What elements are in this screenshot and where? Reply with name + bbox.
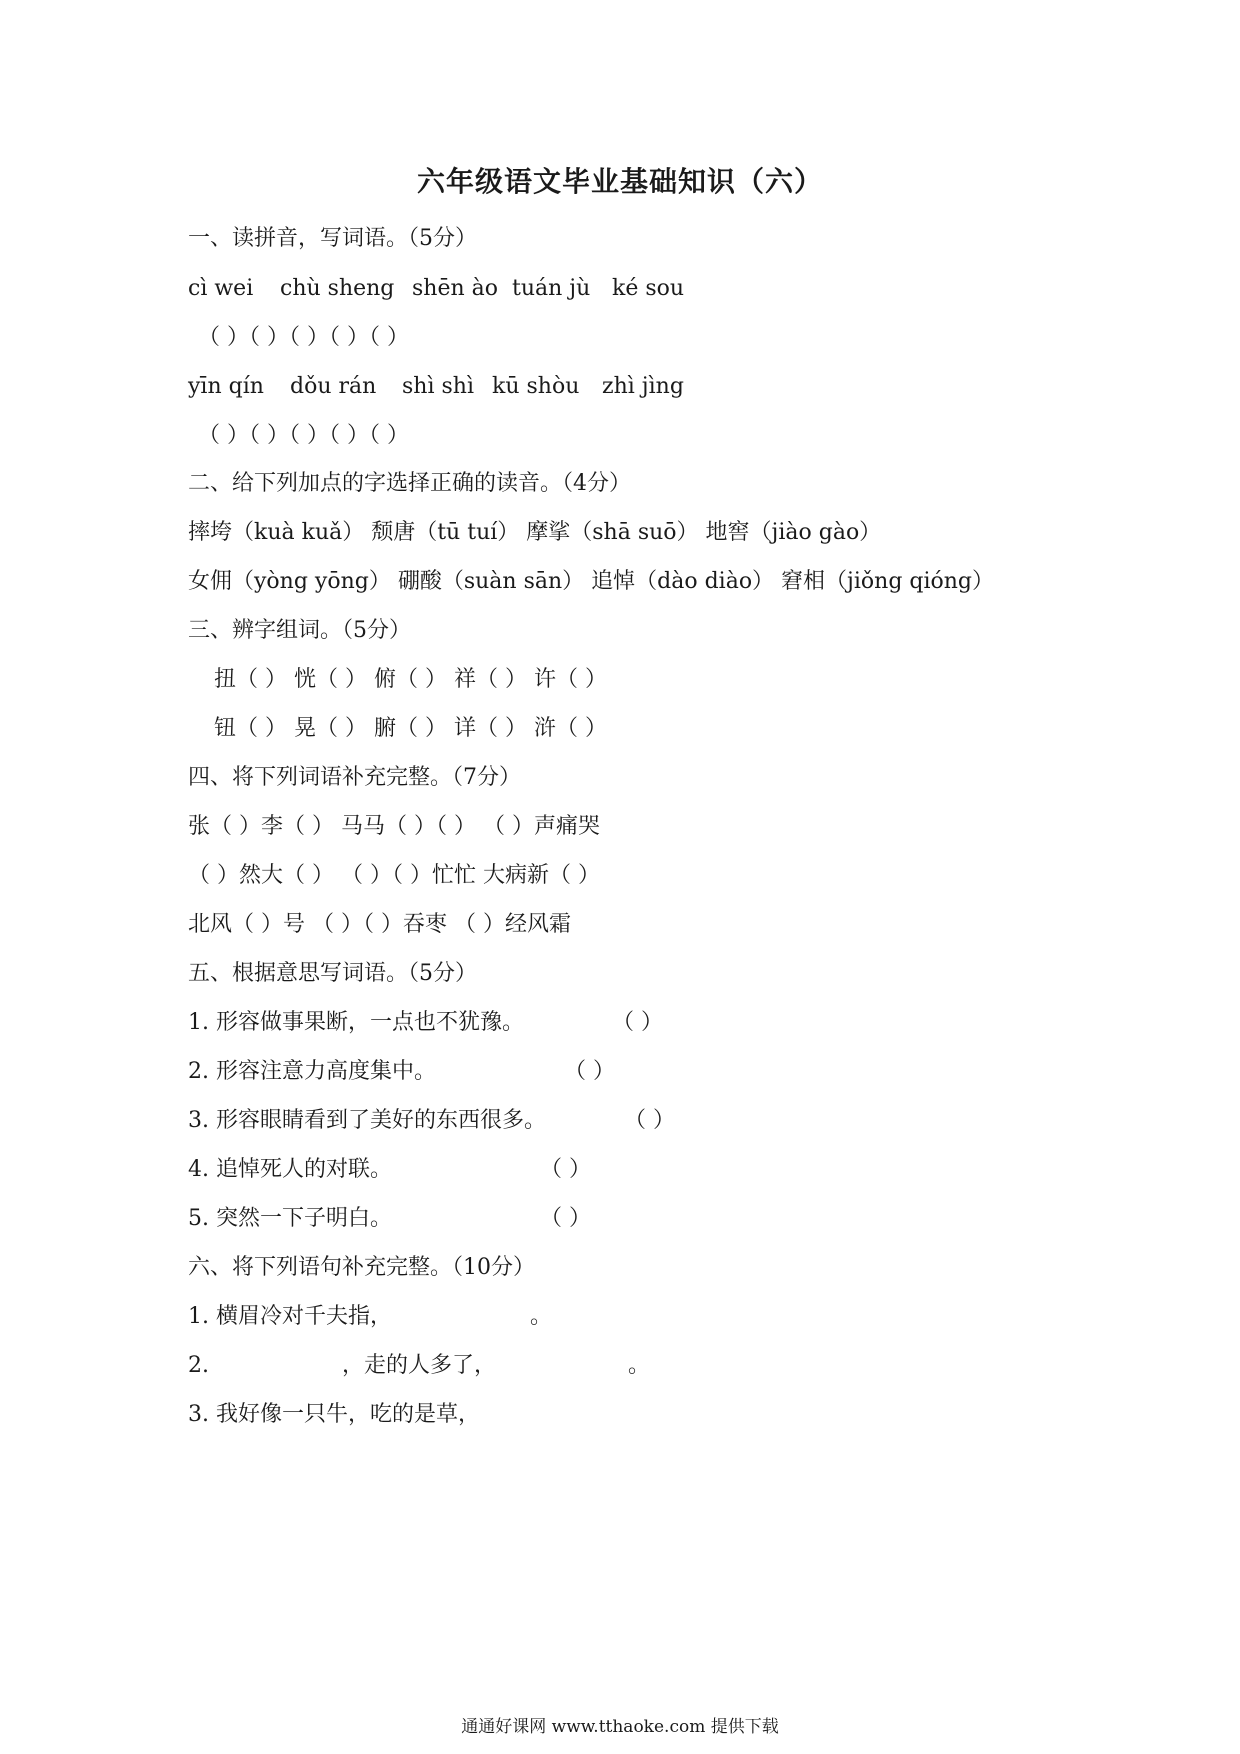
pinyin-item: shì shì xyxy=(402,374,474,399)
pinyin-item: kū shòu xyxy=(492,374,580,399)
section5-item: 2. 形容注意力高度集中。 xyxy=(188,1059,436,1084)
section6-line-3: 3. 我好像一只牛，吃的是草， xyxy=(188,1402,480,1427)
section5-item: 1. 形容做事果断，一点也不犹豫。 xyxy=(188,1010,524,1035)
section2-heading: 二、给下列加点的字选择正确的读音。（4分） xyxy=(188,471,631,496)
section5-answer-paren: （ ） xyxy=(540,1206,591,1231)
section6-line-1: 1. 横眉冷对千夫指， xyxy=(188,1304,392,1329)
section5-answer-paren: （ ） xyxy=(612,1010,663,1035)
section2-row-2: 女佣（yòng yōng） 硼酸（suàn sān） 追悼（dào diào） 窘相（jiǒng qióng） xyxy=(188,569,995,594)
page-title: 六年级语文毕业基础知识（六） xyxy=(416,165,823,198)
section6-heading: 六、将下列语句补充完整。（10分） xyxy=(188,1255,535,1280)
section5-heading: 五、根据意思写词语。（5分） xyxy=(188,961,477,986)
section5-answer-paren: （ ） xyxy=(540,1157,591,1182)
footer-credit: 通通好课网 www.tthaoke.com 提供下载 xyxy=(461,1717,779,1737)
section5-answer-paren: （ ） xyxy=(624,1108,675,1133)
section4-row-3: 北风（ ）号 （ ）（ ）吞枣 （ ）经风霜 xyxy=(188,912,571,937)
section2-row-1: 摔垮（kuà kuǎ） 颓唐（tū tuí） 摩挲（shā suō） 地窖（jiào gào） xyxy=(188,520,882,545)
pinyin-item: cì wei xyxy=(188,276,254,301)
pinyin-item: yīn qín xyxy=(188,374,264,399)
section5-item: 4. 追悼死人的对联。 xyxy=(188,1157,392,1182)
pinyin-item: shēn ào xyxy=(412,276,499,301)
section3-row-1: 扭（ ） 恍（ ） 俯（ ） 祥（ ） 许（ ） xyxy=(214,667,607,692)
section5-item: 5. 突然一下子明白。 xyxy=(188,1206,392,1231)
section6-line-2-num: 2. xyxy=(188,1353,209,1378)
pinyin-item: ké sou xyxy=(612,276,685,301)
section4-row-1: 张（ ）李（ ） 马马（ ）（ ） （ ）声痛哭 xyxy=(188,814,600,839)
pinyin-item: chù sheng xyxy=(280,276,395,301)
answer-paren-row-1: （ ）（ ）（ ）（ ）（ ） xyxy=(198,325,409,350)
section3-heading: 三、辨字组词。（5分） xyxy=(188,618,411,643)
section1-heading: 一、读拼音，写词语。（5分） xyxy=(188,226,477,251)
section4-heading: 四、将下列词语补充完整。（7分） xyxy=(188,765,521,790)
pinyin-item: zhì jìng xyxy=(602,374,684,399)
section5-item: 3. 形容眼睛看到了美好的东西很多。 xyxy=(188,1108,546,1133)
pinyin-item: tuán jù xyxy=(512,276,591,301)
section4-row-2: （ ）然大（ ） （ ）（ ）忙忙 大病新（ ） xyxy=(188,863,600,888)
section6-line-2-end: 。 xyxy=(628,1353,651,1378)
pinyin-item: dǒu rán xyxy=(290,374,377,399)
answer-paren-row-2: （ ）（ ）（ ）（ ）（ ） xyxy=(198,423,409,448)
section6-line-2-mid: ，走的人多了， xyxy=(342,1353,497,1378)
section3-row-2: 钮（ ） 晃（ ） 腑（ ） 详（ ） 浒（ ） xyxy=(214,716,607,741)
section5-answer-paren: （ ） xyxy=(564,1059,615,1084)
section6-line-1-end: 。 xyxy=(530,1304,553,1329)
